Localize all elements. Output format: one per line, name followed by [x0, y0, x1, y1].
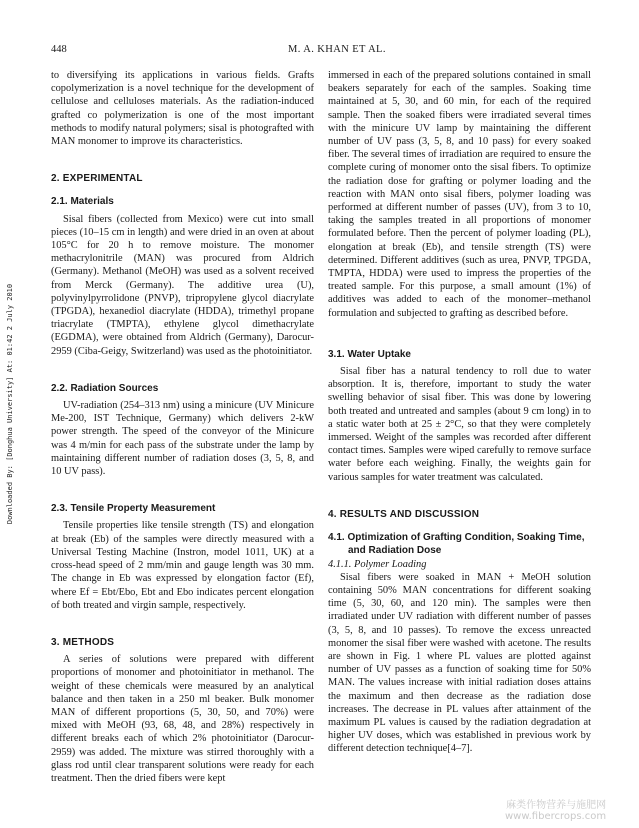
section-experimental-heading: 2. EXPERIMENTAL [51, 173, 143, 185]
section-water-uptake-heading: 3.1. Water Uptake [328, 348, 411, 360]
section-polymer-loading-heading: 4.1.1. Polymer Loading [328, 558, 427, 570]
intro-paragraph: to diversifying its applications in various fields. Grafts copolymerization is a novel technique for the development of cellulose and celluloses materials. As the radiation-induced grafted co polymerization is one of the most important methods to modify natural polymers; sisal is photografted with MAN monomer to improve its characteristics. [51, 70, 314, 148]
watermark-line-1: 麻类作物营养与施肥网 [506, 800, 607, 811]
site-watermark [505, 800, 606, 822]
right-column [328, 69, 591, 756]
page-number: 448 [51, 44, 67, 55]
section-methods-heading: 3. METHODS [51, 636, 115, 648]
radiation-paragraph: UV-radiation (254–313 nm) using a minicure (UV Minicure Me-200, IST Technique, Germany) which delivers 2-kW power strength. The speed of the conveyor of the Minicure was 4 m/min for each pass of the substrate under the lamp by maintaining different number of radiation doses (3, 5, 8, and 10 UV pass). [51, 400, 314, 478]
watermark-line-2: www.fibercrops.com [505, 811, 607, 822]
section-results-heading: 4. RESULTS AND DISCUSSION [328, 508, 480, 520]
tensile-paragraph: Tensile properties like tensile strength (TS) and elongation at break (Eb) of the samples were directly measured with a Universal Testing Machine (Instron, model 1011, UK) at a cross-head speed of 2 mm/min and gauge length was 30 mm. The change in Eb was expressed by elongation factor (Ef), where Ef = Ebt/Ebo, Ebt and Ebo indicates percent elongation of both treated and virgin sample, respectively. [51, 520, 314, 611]
download-notice: Downloaded By: [Donghua University] At: 01:42 2 July 2010 [6, 283, 14, 525]
methods-continuation-paragraph: immersed in each of the prepared solutions contained in small beakers separately for each of the samples. Soaking time maintained at 5, 30, and 60 min, for each of the required sample. Then the soaked fibers were irradiated several times with the minicure UV lamp by maintaining the different number of UV pass (3, 5, 8, and 10 pass) for every soaked fiber. The several times of irradiation are required to ensure the complete curing of monomer onto the sisal fibers. To optimize the radiation dose for grafting or polymer loading and the reaction with MAN onto sisal fibers, polymer loading was performed at different number of passes (UV), from 3 to 10, taking the samples treated in all proportions of monomer formulated before. Then the percent of polymer loading (PL), elongation at break (Eb), and tensile strength (TS) were determined. Different additives (such as urea, PNVP, TPGDA, TMPTA, HDDA) were used to impress the properties of the treated sample. For this purpose, a small amount (1%) of additives was added to each of the monomer–methanol formulation and subjected to grafting as described before. [328, 70, 591, 319]
methods-paragraph: A series of solutions were prepared with different proportions of monomer and photoinitiator in methanol. The weight of these chemicals were measured by an analytical balance and then taken in a 250 ml beaker. Bulk monomer MAN of different proportions (5, 30, 50, and 70%) were mixed with MeOH (93, 68, 48, and 28%) respectively in different breaks each of which 2% photoinitiator (Darocur-2959) was added. The mixture was stirred thoroughly with a glass rod until clear transparent solutions were ready for each treatment. Then the dried fibers were kept [51, 654, 314, 784]
polymer-loading-paragraph: Sisal fibers were soaked in MAN + MeOH solution containing 50% MAN concentrations for different soaking time (5, 30, 60, and 120 min). The samples were then irradiated under UV radiation with different number of passes (3, 5, 8, and 10 passes). To remove the excess unreacted monomer the sisal fiber were washed with acetone. The results are shown in Fig. 1 where PL values are plotted against number of UV passes as a function of soaking time for 50% MAN. The values increase with initial radiation doses attains the maximum and then decrease as the radiation dose increases. The decrease in PL values after attainment of the maximum PL values is caused by the radiation degradation at higher UV doses, which was established in previous work by different detection technique[4–7]. [328, 571, 591, 755]
section-optimization-heading: 4.1. Optimization of Grafting Condition, Soaking Time, and Radiation Dose [328, 532, 585, 557]
water-uptake-paragraph: Sisal fiber has a natural tendency to roll due to water absorption. It is, therefore, important to study the water swelling behavior of sisal fiber. This was done by lowering both treated and untreated and samples (about 9 cm long) in to a static water both at 25 ± 2°C, so that they were completely immersed. Weight of the samples was recorded after different contact times. Samples were wiped carefully to remove surface water before each weighing. Finally, the weights gain for various samples for water treatment was calculated. [328, 366, 591, 483]
left-column [51, 69, 314, 785]
section-tensile-heading: 2.3. Tensile Property Measurement [51, 503, 216, 515]
section-materials-heading: 2.1. Materials [51, 196, 114, 208]
materials-paragraph: Sisal fibers (collected from Mexico) were cut into small pieces (10–15 cm in length) and were dried in an oven at about 105°C for 20 h to remove moisture. The monomer methacrylonitrile (MAN) was procured from Aldrich (Germany). Methanol (MeOH) was used as a solvent received from Merck (Germany). The additive urea (U), polyvinylpyrrolidone (PNVP), tripropylene glycol diacrylate (TPGDA), hexanediol diacrylate (HDDA), trimethyl propane triacrylate (TMPTA), ethylene glycol dimethacrylate (EGDMA), were obtained from Aldrich (Germany), Darocur-2959 (Ciba-Geigy, Switzerland) was used as the photoinitiator. [51, 213, 314, 357]
section-radiation-heading: 2.2. Radiation Sources [51, 382, 159, 394]
running-head: M. A. KHAN ET AL. [288, 44, 386, 55]
